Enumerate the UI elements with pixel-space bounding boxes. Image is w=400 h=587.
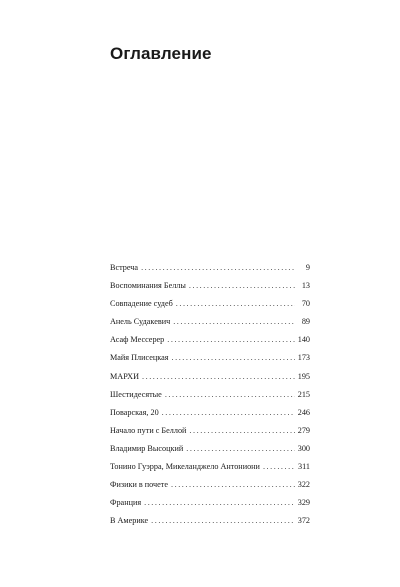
dot-leader [189,422,294,440]
toc-page-number: 9 [305,263,310,272]
dot-leader [165,386,295,404]
dot-leader [172,349,295,367]
dot-leader [263,458,295,476]
dot-leader [171,476,295,494]
toc-entry-title: Тонино Гуэрра, Микеланджело Антониони [110,462,260,472]
toc-entry [110,295,310,313]
toc-entry [110,313,310,331]
toc-entry-title: Владимир Высоцкий [110,443,184,453]
toc-entry-title: Совпадение судеб [110,299,173,309]
toc-entry-title: Асаф Мессерер [110,335,165,345]
toc-page-number: 246 [297,407,310,417]
toc-entry [110,349,310,367]
table-of-contents [110,259,310,530]
dot-leader [186,440,294,458]
toc-page-number: 329 [297,498,310,508]
toc-entry [110,494,310,512]
toc-entry [110,259,310,277]
toc-page-number: 300 [297,443,310,453]
toc-entry-title: Шестидесятые [110,389,162,399]
toc-page-number: 13 [301,281,310,291]
dot-leader [167,331,294,349]
dot-leader [176,295,295,313]
toc-entry-title: Встреча [110,263,139,272]
toc-entry [110,512,310,530]
dot-leader [141,259,295,277]
toc-page-number: 195 [297,371,310,381]
toc-entry-title: Воспоминания Беллы [110,281,186,291]
toc-page-number: 279 [297,425,310,435]
toc-entry [110,458,310,476]
toc-page-number: 311 [298,462,310,472]
toc-entry [110,440,310,458]
toc-entry [110,368,310,386]
toc-entry [110,476,310,494]
toc-entry [110,404,310,422]
toc-entry-title: МАРХИ [110,371,139,381]
toc-entry-title: Поварская, 20 [110,407,159,417]
toc-entry-title: Начало пути с Беллой [110,425,187,435]
toc-page-number: 322 [297,480,310,490]
toc-entry [110,331,310,349]
dot-leader [151,512,295,530]
toc-page-number: 372 [297,516,310,526]
toc-entry-title: Физики в почете [110,480,169,490]
dot-leader [189,277,295,295]
toc-entry-title: В Америке [110,516,149,526]
toc-page-number: 70 [301,299,310,309]
dot-leader [173,313,295,331]
toc-page-number: 173 [297,353,310,363]
toc-entry-title: Майя Плисецкая [110,353,169,363]
dot-leader [142,368,295,386]
toc-page-number: 215 [297,389,310,399]
dot-leader [144,494,295,512]
toc-entry-title: Анель Судакевич [110,317,171,327]
toc-entry [110,277,310,295]
page-title: Оглавление [110,44,212,63]
toc-entry [110,422,310,440]
dot-leader [162,404,295,422]
toc-entry-title: Франция [110,498,142,508]
toc-entry [110,386,310,404]
toc-page-number: 140 [297,335,310,345]
toc-page-number: 89 [301,317,310,327]
